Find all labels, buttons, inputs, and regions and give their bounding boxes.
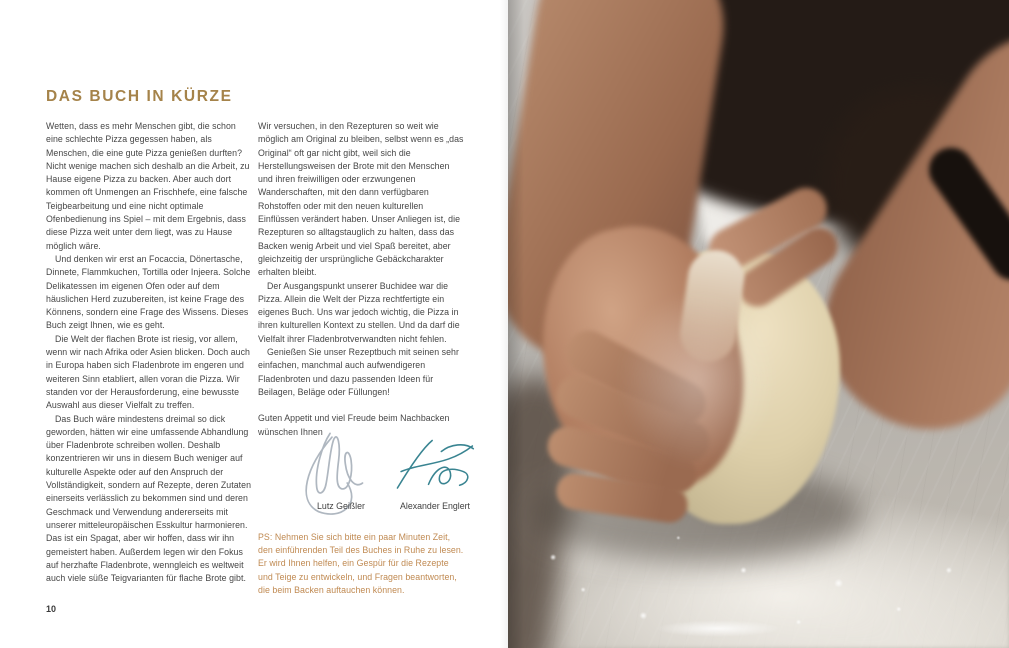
page-title: DAS BUCH IN KÜRZE [46,88,233,105]
page-number: 10 [46,604,57,614]
flour-specks [508,0,1009,648]
page-gutter-shadow [508,0,524,648]
kneading-dough-photo [508,0,1009,648]
paragraph: Der Ausgangspunkt unserer Buchidee war die Pizza. Allein die Welt der Pizza rechtfertigte ein eigenes Buch. Uns war jedoch wichtig, die Pizza in ihren kulturellen Kontext zu stellen. Und da darf die Vielfalt ihrer Fladenbrotverwandten nicht fehlen. [258,280,460,344]
signatures [258,441,470,517]
ps-note: PS: Nehmen Sie sich bitte ein paar Minuten Zeit, den einführenden Teil des Buches in Ruhe zu lesen. Er wird Ihnen helfen, ein Gespür für die Rezepte und Teige zu entwickeln, und Fragen beantworten, die beim Backen auftauchen können. [258,531,464,596]
signature-name-englert: Alexander Englert [400,500,470,511]
paragraph: Wir versuchen, in den Rezepturen so weit wie möglich am Original zu bleiben, selbst wenn es „das Original“ oft gar nicht gibt, weil sich die Herstellungsweisen der Brote mit den Menschen und ihren freiwilligen oder erzwungenen Wanderschaften, mit den dann verfügbaren Rohstoffen oder mit den neuen kulturellen Einflüssen verändert haben. Unser Anliegen ist, die Rezepturen so alltagstauglich zu halten, dass das Backen wenig Arbeit und viel Spaß bereitet, aber gleichzeitig der ursprüngliche Gebäckcharakter erhalten bleibt. [258,121,464,278]
paragraph: Das Buch wäre mindestens dreimal so dick geworden, hätten wir eine umfassende Abhandlung über Fladenbrote schreiben wollen. Deshalb konzentrieren wir uns in diesem Buch weniger auf kulturelle Aspekte oder auf den Anspruch der Vollständigkeit, sondern auf Rezepte, deren Zutaten einerseits verlässlich zu bekommen sind und deren Geschmack und Verwendung andererseits mit unserer mitteleuropäischen Esskultur harmonieren. Das ist ein Spagat, aber wir hoffen, dass wir ihn gemeistert haben. Außerdem legen wir den Fokus auf herzhafte Fladenbrote, wenngleich es weltweit auch viele süße Teigvarianten für flache Brote gibt. [46,413,252,584]
text-column-2 [258,120,470,597]
paragraph: Wetten, dass es mehr Menschen gibt, die schon eine schlechte Pizza gegessen haben, als Menschen, die eine gute Pizza genießen durften? Nicht wenige machen sich deshalb an die Arbeit, zu Hause eigene Pizza zu backen. Aber auch dort kommen oft Unmengen an Frischhefe, eine falsche Teigbearbeitung und eine nicht optimale Ofenbedienung ins Spiel – mit dem Ergebnis, dass diese Pizza weit unter dem liegt, was zu Hause möglich wäre. [46,121,250,251]
signature-name-lutz: Lutz Geißler [317,500,365,511]
text-columns [46,120,508,597]
closing-line: Guten Appetit und viel Freude beim Nachbacken wünschen Ihnen [258,413,450,437]
signature-alexander-englert-scribble [386,435,482,499]
paragraph: Und denken wir erst an Focaccia, Dönertasche, Dinnete, Flammkuchen, Tortilla oder Injeera. Solche Delikatessen im eigenen Ofen oder auf dem häuslichen Herd zuzubereiten, ist keine Frage des Könnens, sondern eine Frage des Wissens. Dieses Buch zeigt Ihnen, wie es geht. [46,253,251,331]
text-column-1 [46,120,253,597]
paragraph: Genießen Sie unser Rezeptbuch mit seinen sehr einfachen, manchmal auch aufwendigeren Fladenbroten und dazu passenden Ideen für Beilagen, Beläge oder Füllungen! [258,347,459,397]
paragraph: Die Welt der flachen Brote ist riesig, vor allem, wenn wir nach Afrika oder Asien blicken. Doch auch in Europa haben sich Fladenbrote im engeren und weiteren Sinn etabliert, allen voran die Pizza. Wir standen vor der Herausforderung, eine bewusste Auswahl aus dieser Vielfalt zu treffen. [46,333,250,411]
